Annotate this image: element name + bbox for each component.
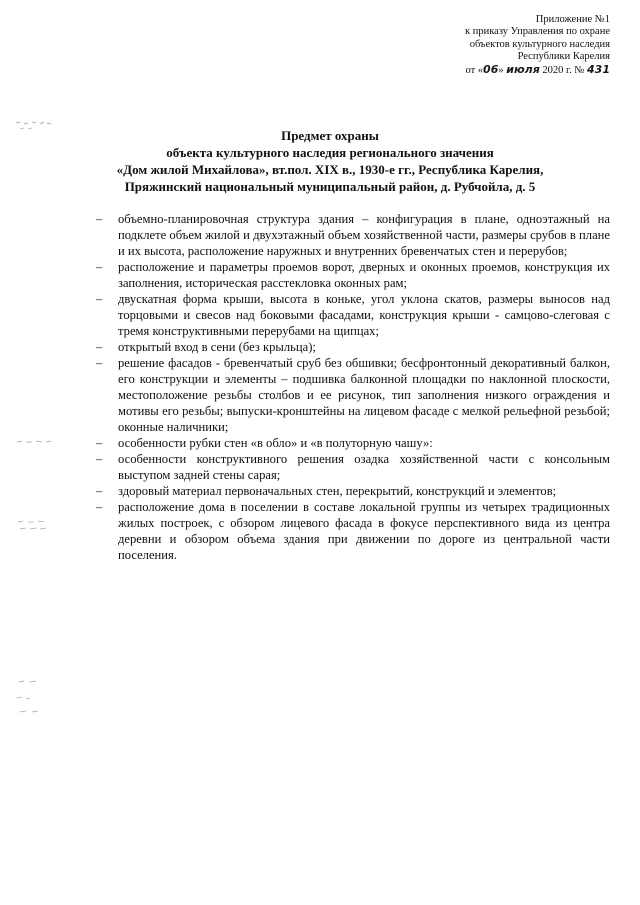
bullet-dash: – xyxy=(96,500,103,514)
margin-scan-marks xyxy=(14,437,54,447)
office-name-line: объектов культурного наследия xyxy=(469,38,610,50)
list-item-text: открытый вход в сени (без крыльца); xyxy=(118,340,316,354)
list-item xyxy=(96,211,610,259)
bullet-dash: – xyxy=(96,484,103,498)
appendix-number: Приложение №1 xyxy=(535,14,610,25)
protection-items-list xyxy=(96,211,610,563)
date-mid: » xyxy=(498,64,507,76)
margin-scan-marks xyxy=(14,518,54,534)
handwritten-month: июля xyxy=(506,62,540,76)
list-item-text: особенности конструктивного решения озадка хозяйственной части с консольным выступом задней стены сарая; xyxy=(118,452,610,482)
appendix-header xyxy=(370,14,610,77)
handwritten-day: 06 xyxy=(483,62,499,76)
date-year: 2020 г. № xyxy=(539,64,588,76)
list-item-text: расположение дома в поселении в составе локальной группы из четырех традиционных жилых построек, с обзором лицевого фасада в фокусе перспективного вида из центра деревни и обзором объема здания при движении по дороге из центральной части поселения. xyxy=(118,500,610,562)
list-item xyxy=(96,339,610,355)
bullet-dash: – xyxy=(96,436,103,450)
list-item xyxy=(96,451,610,483)
list-item xyxy=(96,483,610,499)
bullet-dash: – xyxy=(96,292,103,306)
margin-scan-marks xyxy=(14,115,54,135)
list-item xyxy=(96,499,610,563)
title-subline-3: Пряжинский национальный муниципальный район, д. Рубчойла, д. 5 xyxy=(124,179,536,194)
order-reference-line: к приказу Управления по охране xyxy=(465,26,610,38)
bullet-dash: – xyxy=(96,260,103,274)
title-subline-1: объекта культурного наследия регионального значения xyxy=(166,145,494,160)
title-subline-2: «Дом жилой Михайлова», вт.пол. XIX в., 1930-е гг., Республика Карелия, xyxy=(116,162,544,177)
bullet-dash: – xyxy=(96,212,103,226)
list-item-text: расположение и параметры проемов ворот, дверных и оконных проемов, конструкция их заполнения, историческая расстекловка оконных рам; xyxy=(118,260,610,290)
list-item xyxy=(96,259,610,291)
list-item xyxy=(96,291,610,339)
list-item-text: здоровый материал первоначальных стен, перекрытий, конструкций и элементов; xyxy=(118,484,557,498)
handwritten-order-number: 431 xyxy=(587,62,610,76)
list-item xyxy=(96,435,610,451)
region-line: Республики Карелия xyxy=(517,51,610,63)
margin-scan-marks xyxy=(14,678,54,718)
list-item-text: двускатная форма крыши, высота в коньке, угол уклона скатов, размеры выносов над торцовыми и свесов над боковыми фасадами, конструкция крыши - самцово-слеговая с тремя конструктивными перерубами на щипцах; xyxy=(118,292,610,338)
bullet-dash: – xyxy=(96,452,103,466)
order-date-line xyxy=(370,64,610,77)
bullet-dash: – xyxy=(96,340,103,354)
list-item xyxy=(96,355,610,435)
title-main: Предмет охраны xyxy=(281,128,379,143)
bullet-dash: – xyxy=(96,356,103,370)
list-item-text: особенности рубки стен «в обло» и «в полуторную чашу»: xyxy=(118,436,433,450)
date-prefix: от « xyxy=(465,64,484,76)
list-item-text: объемно-планировочная структура здания – конфигурация в плане, одноэтажный на подклете объем жилой и двухэтажный объем хозяйственной части, размеры срубов в плане и их высота, расположение наружных и внутренних бревенчатых стен и перерубов; xyxy=(118,212,610,258)
list-item-text: решение фасадов - бревенчатый сруб без обшивки; бесфронтонный декоративный балкон, его конструкции и элементы – подшивка балконной площадки по наклонной плоскости, местоположение резьбы столбов и ее рисунок, тип заполнения низкого ограждения и мотивы его резьбы; выпуски-кронштейны на лицевом фасаде с мелкой рельефной резьбой; оконные наличники; xyxy=(118,356,610,434)
document-title xyxy=(100,127,560,195)
